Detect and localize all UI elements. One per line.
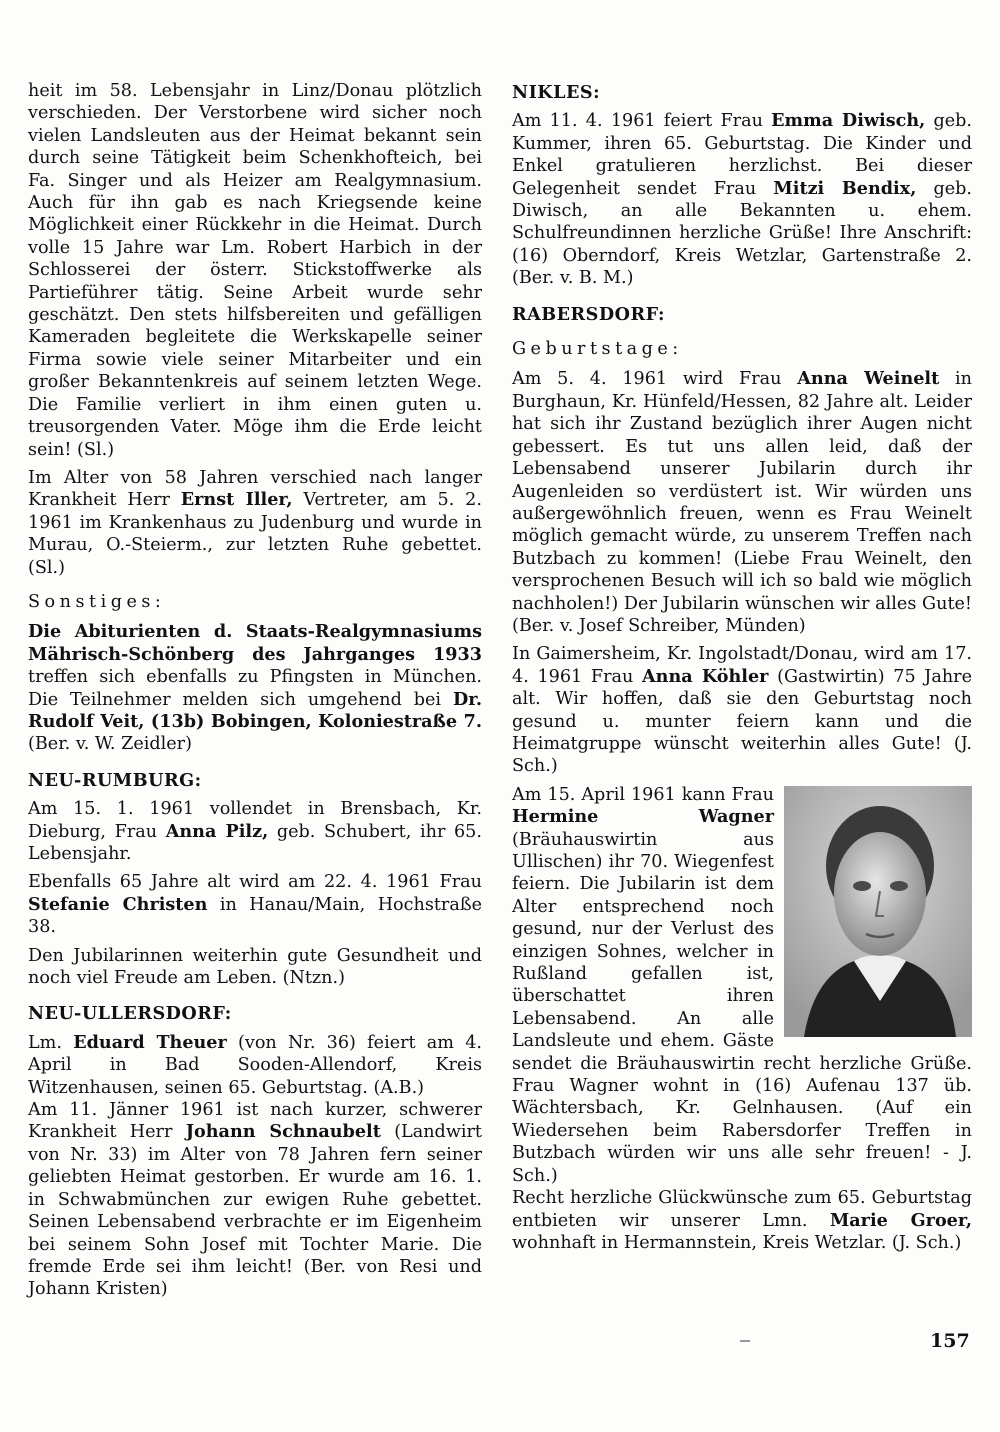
left-column xyxy=(28,80,482,1301)
name-anna-pilz: Anna Pilz, xyxy=(165,820,269,842)
name-rudolf-veit: Dr. Rudolf Veit, (13b) Bobingen, Koloniestraße 7. xyxy=(28,688,482,732)
geburtstage-heading: Geburtstage: xyxy=(512,339,683,360)
page-number: 157 xyxy=(930,1330,970,1352)
schnaubelt-paragraph: Am 11. Jänner 1961 ist nach kurzer, schwerer Krankheit Herr Johann Schnaubelt (Landwirt von Nr. 33) im Alter von 78 Jahren fern seiner geliebten Heimat gestorben. Er wurde am 16. 1. in Schwabmünchen zur ewigen Ruhe gebettet. Seinen Lebensabend verbrachte er im Eigenheim bei seinem Sohn Josef mit Tochter Marie. Die fremde Erde sei ihm leicht! (Ber. von Resi und Johann Kristen) xyxy=(28,1100,482,1300)
jubilarinnen-paragraph: Den Jubilarinnen weiterhin gute Gesundheit und noch viel Freude am Leben. (Ntzn.) xyxy=(28,945,482,989)
abiturienten-paragraph: Die Abiturienten d. Staats-Realgymnasiums Mährisch-Schönberg des Jahrganges 1933 treffen sich ebenfalls zu Pfingsten in München. Die Teilnehmer melden sich umgehend bei Dr. Rudolf Veit, (13b) Bobingen, Koloniestraße 7. (Ber. v. W. Zeidler) xyxy=(28,621,482,755)
name-ernst-iller: Ernst Iller, xyxy=(180,489,293,511)
obituary-harbich-paragraph: heit im 58. Lebensjahr in Linz/Donau plötzlich verschieden. Der Verstorbene wird sicher noch vielen Landsleuten aus der Heimat bekannt sein durch seine Tätigkeit beim Schenkhofteich, bei Fa. Singer und als Heizer am Realgymnasium. Auch für ihn gab es nach Kriegsende keine Möglichkeit einer Rückkehr in die Heimat. Durch volle 15 Jahre war Lm. Robert Harbich in der Schlosserei der österr. Stickstoffwerke als Partieführer tätig. Seine Arbeit wurde sehr geschätzt. Den stets hilfsbereiten und gefälligen Kameraden begleitete die Werkskapelle seiner Firma sowie viele seiner Mitarbeiter und ein großer Bekanntenkreis auf seinem letzten Wege. Die Familie verliert in ihm einen guten u. treusorgenden Vater. Möge ihm die Erde leicht sein! (Sl.) xyxy=(28,81,482,460)
name-anna-weinelt: Anna Weinelt xyxy=(797,368,940,390)
wagner-block xyxy=(512,784,972,1187)
wagner-paragraph: Am 15. April 1961 kann Frau Hermine Wagner (Bräuhauswirtin aus Ullischen) ihr 70. Wiegenfest feiern. Die Jubilarin ist dem Alter entsprechend noch gesund, nur der Verlust des einzigen Sohnes, welcher in Rußland gefallen ist, überschattet ihren Lebensabend. An alle Landsleute und ehem. Gäste sendet die Bräuhauswirtin recht herzliche Grüße. Frau Wagner wohnt in (16) Aufenau 137 üb. Wächtersbach, Kr. Gelnhausen. (Auf ein Wiedersehen beim Rabersdorfer Treffen in Butzbach würden wir uns alle sehr freuen! - J. Sch.) xyxy=(512,784,972,1186)
obituary-iller-paragraph: Im Alter von 58 Jahren verschied nach langer Krankheit Herr Ernst Iller, Vertreter, am 5. 2. 1961 im Krankenhaus zu Judenburg und wurde in Murau, O.-Steierm., zur letzten Ruhe gebettet. (Sl.) xyxy=(28,467,482,578)
name-anna-koehler: Anna Köhler xyxy=(642,665,769,687)
name-mitzi-bendix: Mitzi Bendix, xyxy=(773,177,917,199)
portrait-photo xyxy=(784,786,972,1037)
name-stefanie-christen: Stefanie Christen xyxy=(28,893,208,915)
rabersdorf-heading: RABERSDORF: xyxy=(512,303,665,325)
christen-paragraph: Ebenfalls 65 Jahre alt wird am 22. 4. 1961 Frau Stefanie Christen in Hanau/Main, Hochstraße 38. xyxy=(28,872,482,938)
right-column xyxy=(512,80,972,1254)
name-johann-schnaubelt: Johann Schnaubelt xyxy=(185,1121,381,1143)
koehler-paragraph: In Gaimersheim, Kr. Ingolstadt/Donau, wird am 17. 4. 1961 Frau Anna Köhler (Gastwirtin) 75 Jahre alt. Wir hoffen, daß sie den Geburtstag noch gesund u. munter feiern kann und die Heimatgruppe wünscht weiterhin alles Gute! (J. Sch.) xyxy=(512,644,972,777)
neu-rumburg-heading: NEU-RUMBURG: xyxy=(28,769,202,791)
name-marie-groer: Marie Groer, xyxy=(829,1209,972,1231)
groer-paragraph: Recht herzliche Glückwünsche zum 65. Geburtstag entbieten wir unserer Lmn. Marie Groer, wohnhaft in Hermannstein, Kreis Wetzlar. (J. Sch.) xyxy=(512,1188,972,1253)
name-eduard-theuer: Eduard Theuer xyxy=(73,1031,227,1053)
diwisch-paragraph: Am 11. 4. 1961 feiert Frau Emma Diwisch, geb. Kummer, ihren 65. Geburtstag. Die Kinder und Enkel gratulieren herzlichst. Bei dieser Gelegenheit sendet Frau Mitzi Bendix, geb. Diwisch, an alle Bekannten u. ehem. Schulfreundinnen herzliche Grüße! Ihre Anschrift: (16) Oberndorf, Kreis Wetzlar, Gartenstraße 2. (Ber. v. B. M.) xyxy=(512,110,973,289)
nikles-heading: NIKLES: xyxy=(512,82,601,103)
theuer-paragraph: Lm. Eduard Theuer (von Nr. 36) feiert am 4. April in Bad Sooden-Allendorf, Kreis Witzenhausen, seinen 65. Geburtstag. (A.B.) xyxy=(28,1031,483,1098)
abiturienten-title: Die Abiturienten d. Staats-Realgymnasiums Mährisch-Schönberg des Jahrganges 1933 xyxy=(28,621,482,665)
name-hermine-wagner: Hermine Wagner xyxy=(512,806,774,828)
name-emma-diwisch: Emma Diwisch, xyxy=(771,110,926,132)
weinelt-paragraph: Am 5. 4. 1961 wird Frau Anna Weinelt in Burghaun, Kr. Hünfeld/Hessen, 82 Jahre alt. Leider hat sich ihr Zustand bezüglich ihrer Augen nicht gebessert. Es tut uns allen leid, daß der Lebensabend unserer Jubilarin durch ihr Augenleiden so verdüstert ist. Wir würden uns außergewöhnlich freuen, wenn es Frau Weinelt möglich gemacht würde, zu unserem Treffen nach Butzbach zu kommen! (Liebe Frau Weinelt, den versprochenen Besuch will ich so bald wie möglich nachholen!) Der Jubilarin wünschen wir alles Gute! (Ber. v. Josef Schreiber, Münden) xyxy=(512,368,972,636)
portrait-image xyxy=(784,786,972,1037)
pilz-paragraph: Am 15. 1. 1961 vollendet in Brensbach, Kr. Dieburg, Frau Anna Pilz, geb. Schubert, ihr 65. Lebensjahr. xyxy=(28,799,482,864)
sonstiges-heading: Sonstiges: xyxy=(28,591,166,612)
footer-dash xyxy=(740,1340,750,1342)
neu-ullersdorf-heading: NEU-ULLERSDORF: xyxy=(28,1003,232,1025)
